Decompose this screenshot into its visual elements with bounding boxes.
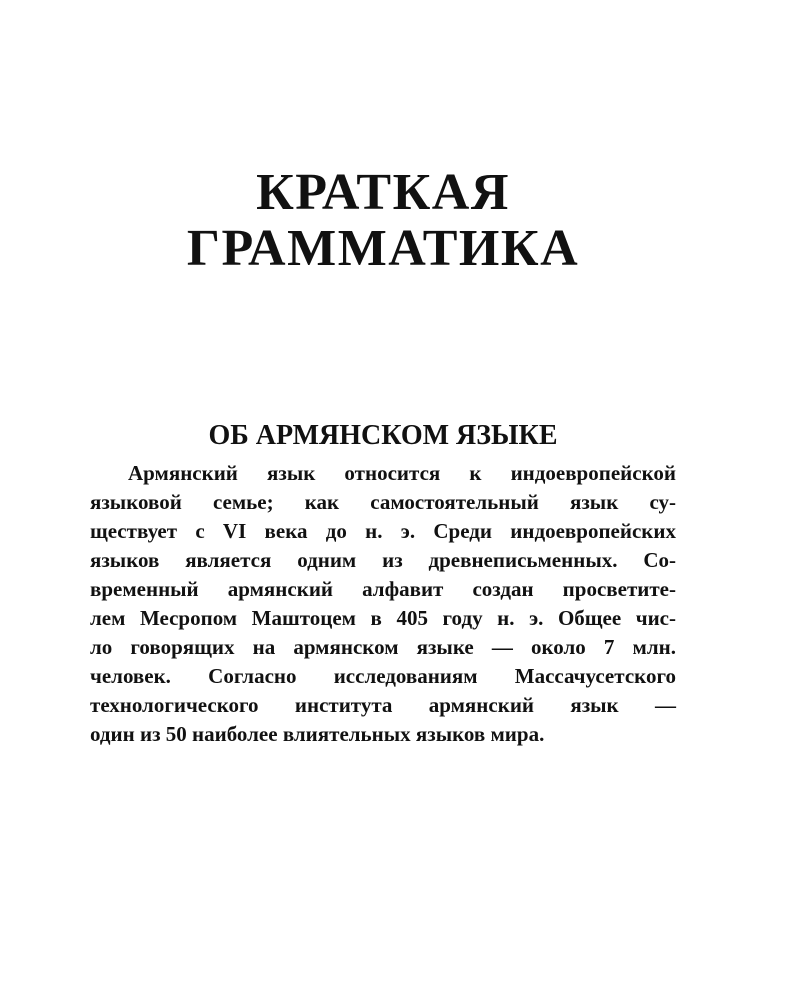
paragraph-line: языковой семье; как самостоятельный язык су- xyxy=(90,490,676,514)
chapter-title-line-2: ГРАММАТИКА xyxy=(186,220,580,277)
section-paragraph xyxy=(90,459,676,749)
section-heading: ОБ АРМЯНСКОМ ЯЗЫКЕ xyxy=(208,420,558,451)
paragraph-line: языков является одним из древнеписьменных. Со- xyxy=(90,548,676,572)
paragraph-line: ло говорящих на армянском языке — около 7 млн. xyxy=(90,635,676,659)
chapter-title xyxy=(0,165,766,277)
paragraph-line: Армянский язык относится к индоевропейской xyxy=(128,461,676,485)
paragraph-line: ществует с VI века до н. э. Среди индоевропейских xyxy=(90,519,676,543)
paragraph-line: один из 50 наиболее влиятельных языков мира. xyxy=(90,722,545,746)
chapter-title-line-1: КРАТКАЯ xyxy=(256,164,510,221)
paragraph-line: временный армянский алфавит создан просветите- xyxy=(90,577,676,601)
paragraph-line: технологического института армянский язык — xyxy=(90,693,676,717)
paragraph-line: человек. Согласно исследованиям Массачусетского xyxy=(90,664,676,688)
paragraph-line: лем Месропом Маштоцем в 405 году н. э. Общее чис- xyxy=(90,606,676,630)
